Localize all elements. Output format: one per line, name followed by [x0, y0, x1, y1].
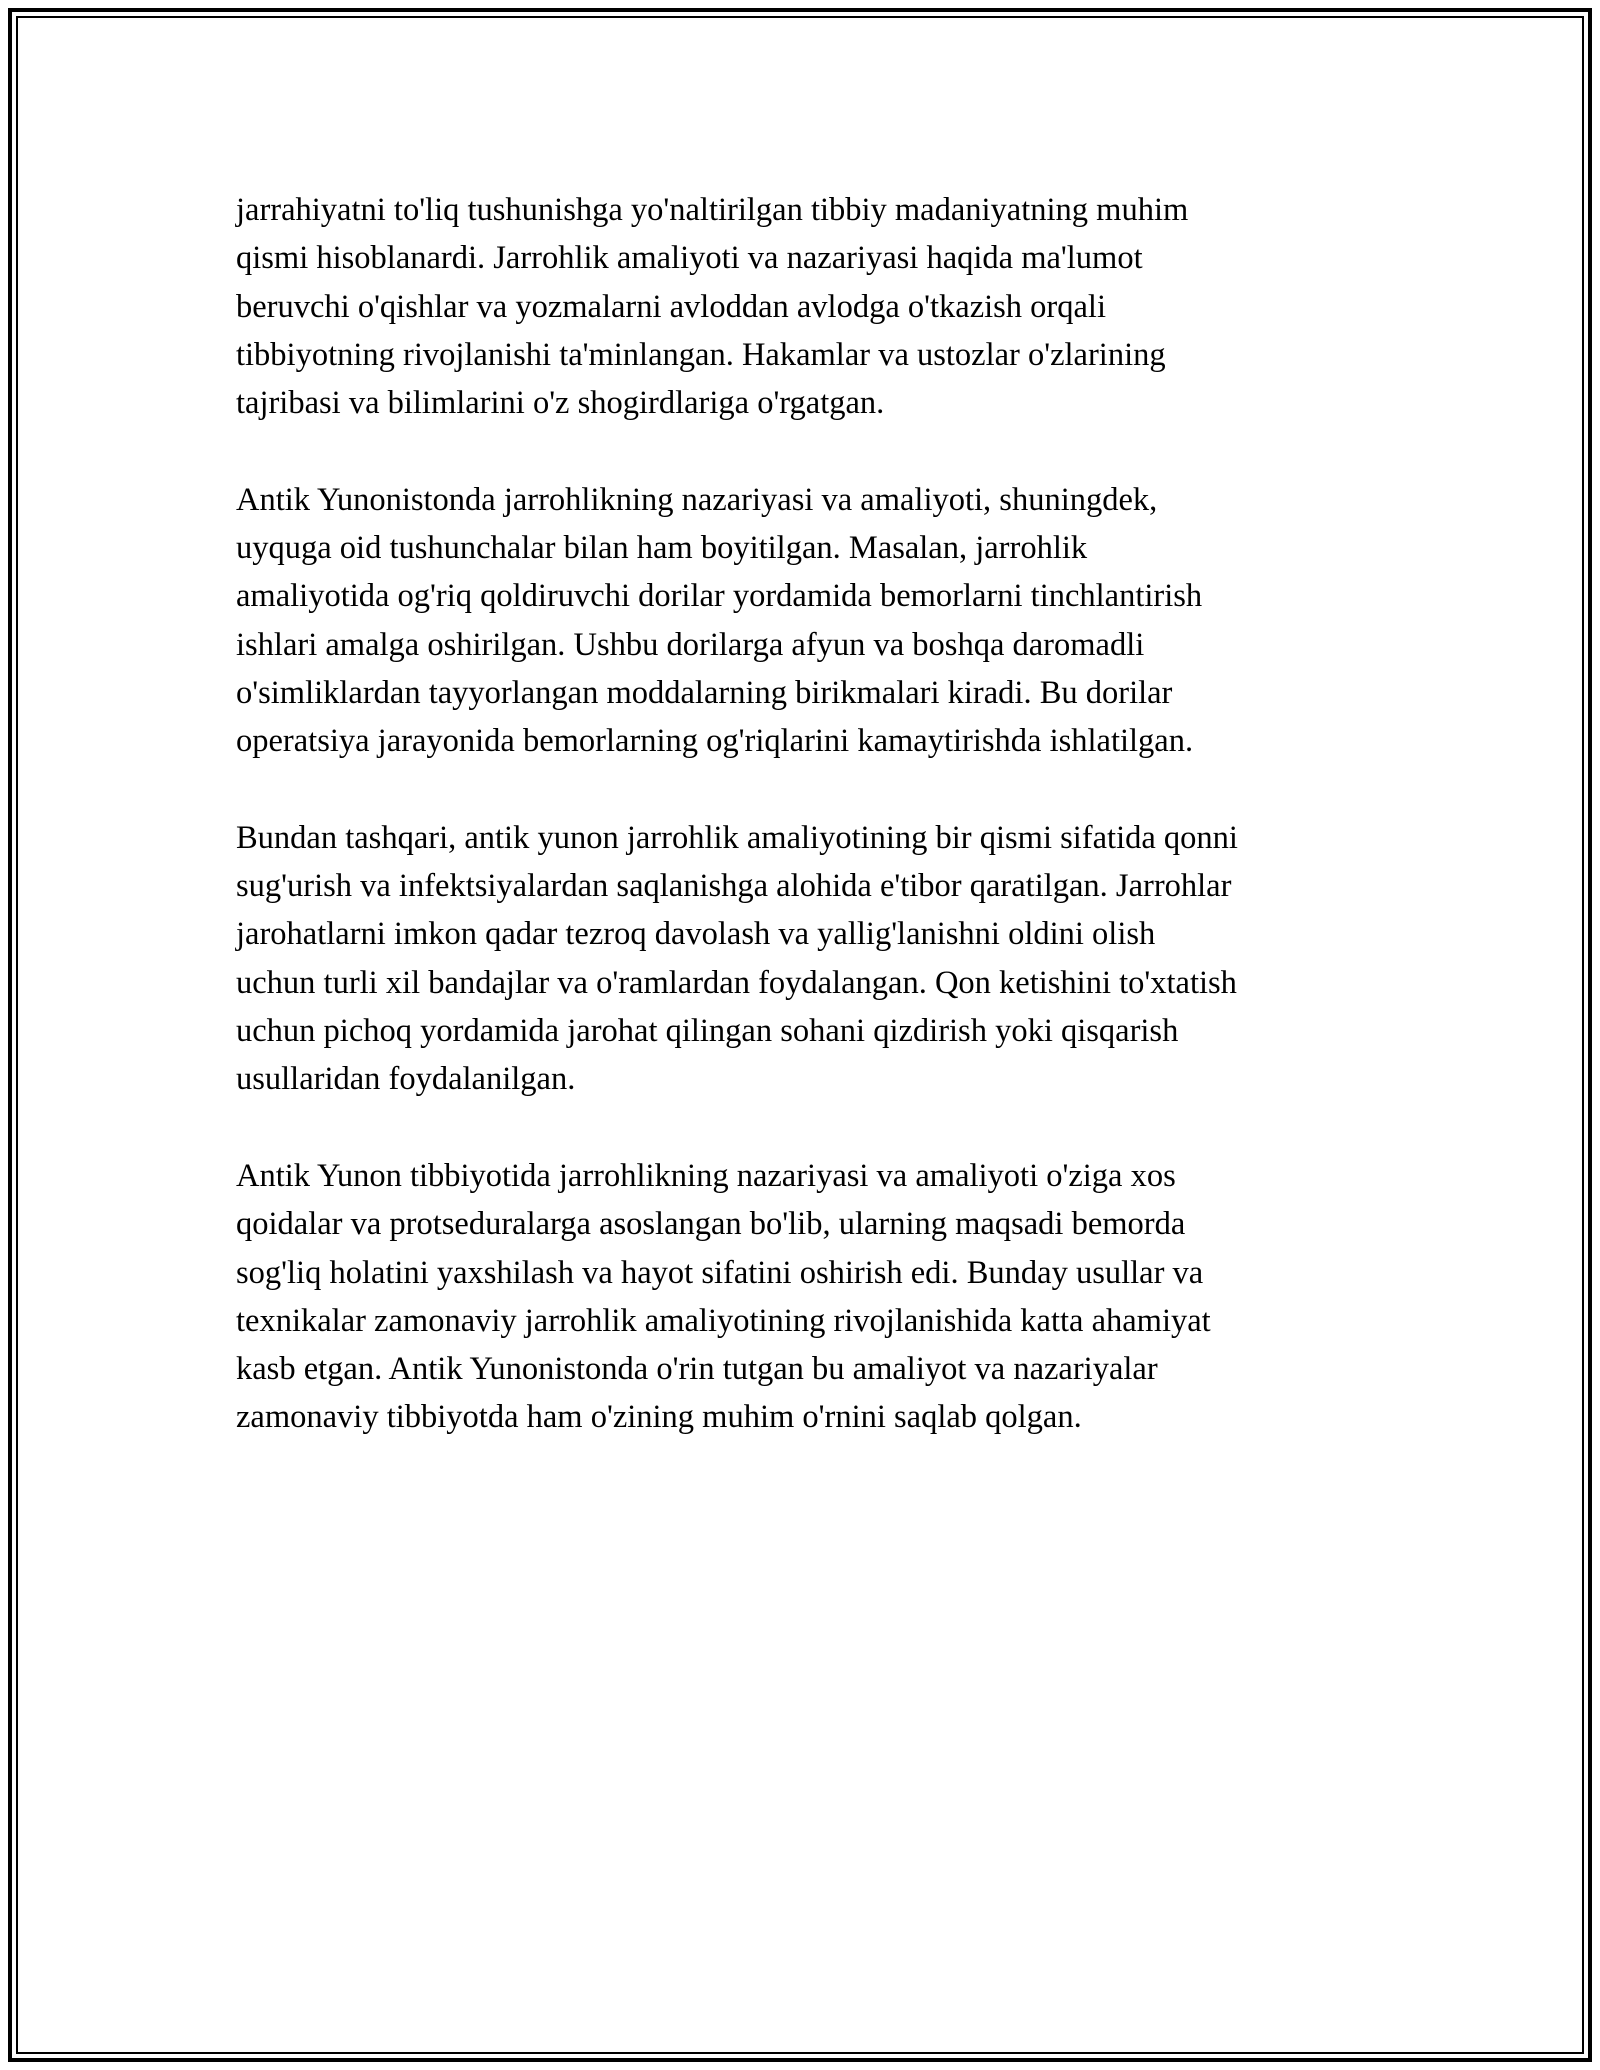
- text-line: tibbiyotning rivojlanishi ta'minlangan. Hakamlar va ustozlar o'zlarining: [236, 336, 1166, 373]
- text-line: kasb etgan. Antik Yunonistonda o'rin tutgan bu amaliyot va nazariyalar: [236, 1351, 1158, 1388]
- text-line: o'simliklardan tayyorlangan moddalarning birikmalari kiradi. Bu dorilar: [236, 674, 1173, 711]
- text-line: usullaridan foydalanilgan.: [236, 1061, 576, 1098]
- text-line: tajribasi va bilimlarini o'z shogirdlariga o'rgatgan.: [236, 385, 885, 422]
- text-line: uchun turli xil bandajlar va o'ramlardan foydalangan. Qon ketishini to'xtatish: [236, 964, 1237, 1001]
- text-line: qismi hisoblanardi. Jarrohlik amaliyoti va nazariyasi haqida ma'lumot: [236, 240, 1143, 277]
- paragraph-2: [236, 476, 1376, 766]
- text-line: ishlari amalga oshirilgan. Ushbu dorilarga afyun va boshqa daromadli: [236, 626, 1145, 663]
- paragraph-1: [236, 186, 1376, 427]
- text-line: sog'liq holatini yaxshilash va hayot sifatini oshirish edi. Bunday usullar va: [236, 1254, 1204, 1291]
- text-line: qoidalar va protseduralarga asoslangan bo'lib, ularning maqsadi bemorda: [236, 1206, 1186, 1243]
- text-line: Bundan tashqari, antik yunon jarrohlik amaliyotining bir qismi sifatida qonni: [236, 819, 1238, 856]
- text-line: texnikalar zamonaviy jarrohlik amaliyotining rivojlanishida katta ahamiyat: [236, 1302, 1211, 1339]
- paragraph-3: [236, 814, 1376, 1104]
- text-line: amaliyotida og'riq qoldiruvchi dorilar yordamida bemorlarni tinchlantirish: [236, 578, 1203, 615]
- text-line: jarrahiyatni to'liq tushunishga yo'naltirilgan tibbiy madaniyatning muhim: [236, 192, 1189, 228]
- paragraph-4: [236, 1152, 1376, 1442]
- text-line: Antik Yunon tibbiyotida jarrohlikning nazariyasi va amaliyoti o'ziga xos: [236, 1157, 1176, 1194]
- text-line: jarohatlarni imkon qadar tezroq davolash va yallig'lanishni oldini olish: [236, 916, 1156, 953]
- text-line: uyquga oid tushunchalar bilan ham boyitilgan. Masalan, jarrohlik: [236, 530, 1088, 567]
- document-body: [236, 186, 1376, 1490]
- text-line: zamonaviy tibbiyotda ham o'zining muhim o'rnini saqlab qolgan.: [236, 1399, 1082, 1436]
- text-line: beruvchi o'qishlar va yozmalarni avloddan avlodga o'tkazish orqali: [236, 288, 1106, 325]
- text-line: Antik Yunonistonda jarrohlikning nazariyasi va amaliyoti, shuningdek,: [236, 481, 1158, 518]
- text-line: operatsiya jarayonida bemorlarning og'riqlarini kamaytirishda ishlatilgan.: [236, 723, 1194, 760]
- text-line: sug'urish va infektsiyalardan saqlanishga alohida e'tibor qaratilgan. Jarrohlar: [236, 868, 1232, 905]
- text-line: uchun pichoq yordamida jarohat qilingan sohani qizdirish yoki qisqarish: [236, 1013, 1179, 1050]
